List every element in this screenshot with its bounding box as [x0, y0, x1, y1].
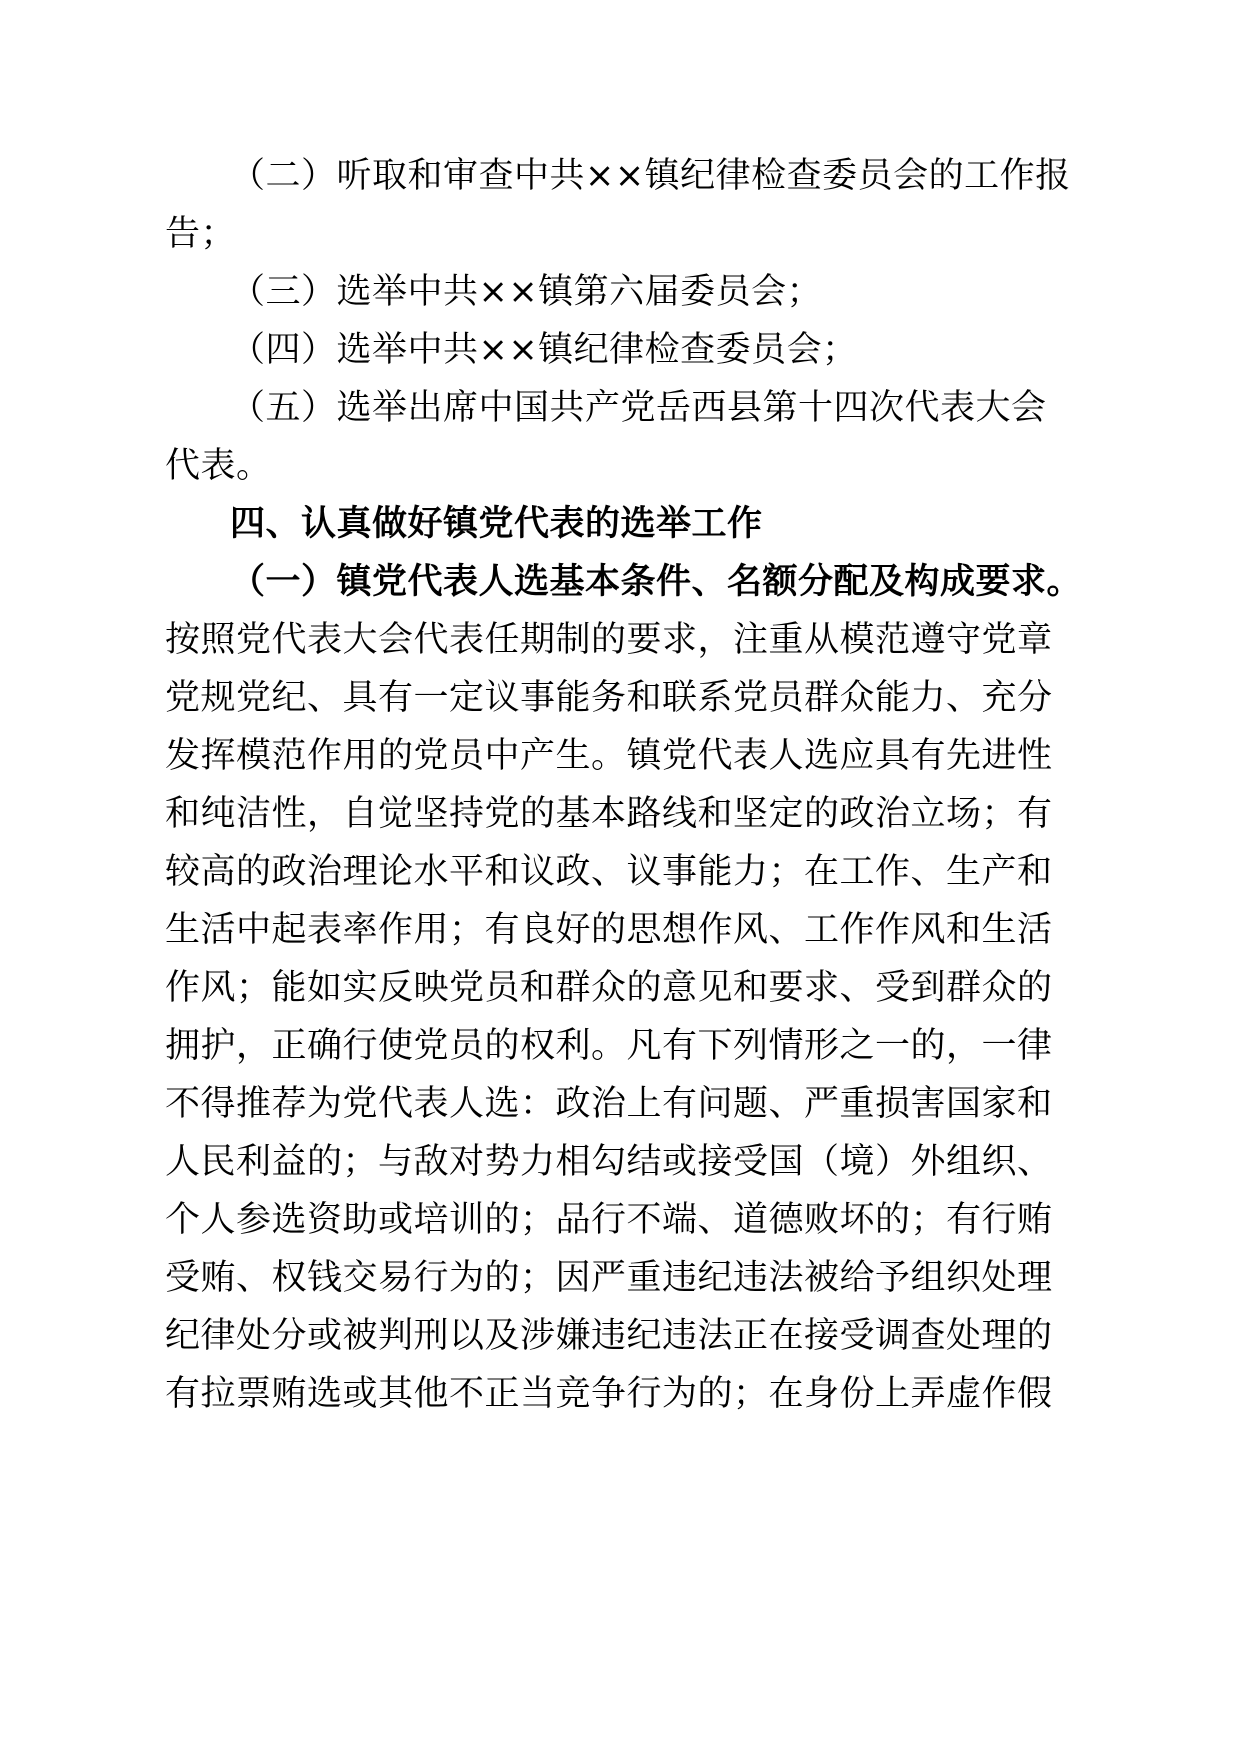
body-line: 党规党纪、具有一定议事能务和联系党员群众能力、充分: [165, 678, 1053, 718]
body-line: 和纯洁性，自觉坚持党的基本路线和坚定的政治立场；有: [165, 794, 1053, 834]
body-line: 生活中起表率作用；有良好的思想作风、工作作风和生活: [165, 910, 1053, 950]
body-line: 纪律处分或被判刑以及涉嫌违纪违法正在接受调查处理的: [165, 1316, 1053, 1356]
body-line: 拥护，正确行使党员的权利。凡有下列情形之一的，一律: [165, 1026, 1053, 1066]
body-line: 按照党代表大会代表任期制的要求，注重从模范遵守党章: [165, 620, 1053, 660]
list-item-2: （二）听取和审查中共××镇纪律检查委员会的工作报: [230, 156, 1071, 196]
list-item-2-continuation: 告；: [165, 214, 237, 254]
list-item-5: （五）选举出席中国共产党岳西县第十四次代表大会: [230, 388, 1047, 428]
body-line: 人民利益的；与敌对势力相勾结或接受国（境）外组织、: [165, 1142, 1053, 1182]
body-line: 不得推荐为党代表人选：政治上有问题、严重损害国家和: [165, 1084, 1053, 1124]
list-item-4: （四）选举中共××镇纪律检查委员会；: [230, 330, 858, 370]
section-heading: 四、认真做好镇党代表的选举工作: [230, 504, 763, 544]
subsection-heading: （一）镇党代表人选基本条件、名额分配及构成要求。: [230, 562, 1083, 602]
body-line: 有拉票贿选或其他不正当竞争行为的；在身份上弄虚作假: [165, 1374, 1053, 1414]
body-line: 受贿、权钱交易行为的；因严重违纪违法被给予组织处理: [165, 1258, 1053, 1298]
body-line: 作风；能如实反映党员和群众的意见和要求、受到群众的: [165, 968, 1053, 1008]
list-item-5-continuation: 代表。: [165, 446, 272, 486]
body-line: 发挥模范作用的党员中产生。镇党代表人选应具有先进性: [165, 736, 1053, 776]
body-line: 个人参选资助或培训的；品行不端、道德败坏的；有行贿: [165, 1200, 1053, 1240]
body-line: 较高的政治理论水平和议政、议事能力；在工作、生产和: [165, 852, 1053, 892]
list-item-3: （三）选举中共××镇第六届委员会；: [230, 272, 823, 312]
